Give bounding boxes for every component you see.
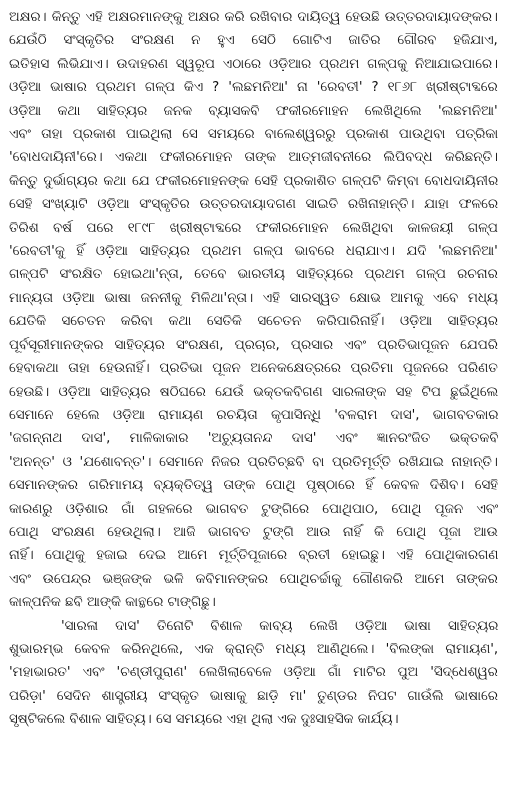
text-line: 'ବୋଧଦାୟିନୀ'ରେ। ଏକଥା ଫକୀରମୋହନ ତାଙ୍କ ଆତ୍ମଜୀବନୀରେ ଲିପିବଦ୍ଧ କରିଛନ୍ତି।: [9, 150, 498, 166]
text-line: 'ଅନନ୍ତ' ଓ 'ଯଶୋବନ୍ତ'। ସେମାନେ ନିଜର ପ୍ରତିଚ୍ଛବି ବା ପ୍ରତିମୂର୍ତ୍ତି ରଖିଯାଇ ନାହାନ୍ତି।: [9, 454, 498, 470]
text-line: ତିରିଶ ବର୍ଷ ପରେ ୧୮୯୮ ଖ୍ରୀଷ୍ଟାବ୍ଦରେ ଫକୀରମୋହନ ଲେଖିଥିବା କାଳଜୟୀ ଗଳ୍ପ: [9, 220, 498, 236]
text-line: 'ସାରଳା ଦାସ' ତିନୋଟି ବିଶାଳ କାବ୍ୟ ଲେଖି ଓଡ଼ିଆ ଭାଷା ସାହିତ୍ୟର: [61, 618, 498, 634]
text-line: ହେବାକଥା ତାହା ହେଉନାହିଁ। ପ୍ରତିଭା ପୂଜନ ଅନେକକ୍ଷେତ୍ରରେ ପ୍ରତିମା ପୂଜନରେ ପରିଣତ: [9, 361, 498, 377]
paragraph: [9, 615, 498, 732]
text-line: ଅକ୍ଷର। କିନ୍ତୁ ଏହି ଅକ୍ଷରମାନଙ୍କୁ ଅକ୍ଷର କରି ରଖିବାର ଦାୟିତ୍ୱ ହେଉଛି ଉତ୍ତରଦାୟାଦଙ୍କର।: [9, 10, 498, 25]
text-line: ଓଡ଼ିଆ କଥା ସାହିତ୍ୟର ଜନକ ବ୍ୟାସକବି ଫକୀରମୋହନ ଲେଖିଥିଲେ 'ଲଛମନିଆ': [9, 103, 498, 119]
paragraph: [9, 6, 498, 615]
text-line: 'ମହାଭାରତ' ଏବଂ 'ଚଣ୍ଡୀପୁରାଣ' ଲେଖିଲାବେଳେ ଓଡ଼ିଆ ଗାଁ ମାଟିର ପୁଅ 'ସିଦ୍ଧେଶ୍ୱର: [9, 665, 498, 681]
text-line: ଏବଂ ତାହା ପ୍ରକାଶ ପାଇଥିଲା ସେ ସମୟରେ ବାଲେଶ୍ୱରରୁ ପ୍ରକାଶ ପାଉଥିବା ପତ୍ରିକା: [9, 127, 498, 143]
text-line: ନାହିଁ। ପୋଥିକୁ ହଜାଇ ଦେଇ ଆମେ ମୂର୍ତ୍ତିପୂଜାରେ ବ୍ରତୀ ହୋଇଛୁ। ଏହି ପୋଥିକାରଗଣ: [9, 548, 498, 564]
text-line: ଓଡ଼ିଆ ଭାଷାର ପ୍ରଥମ ଗଳ୍ପ କିଏ ? 'ଲଛମନିଆ' ନା 'ରେବତୀ' ? ୧୮୬୮ ଖ୍ରୀଷ୍ଟାବ୍ଦରେ: [9, 80, 498, 96]
text-line: ଯେଉଁଠି ସଂସ୍କୃତିର ସଂରକ୍ଷଣ ନ ହୁଏ ସେଠି ଗୋଟିଏ ଜାତିର ଗୌରବ ହଜିଯାଏ,: [9, 33, 498, 49]
text-line: ପରିଡ଼ା' ସେଦିନ ଶାସ୍ତ୍ରୀୟ ସଂସ୍କୃତ ଭାଷାକୁ ଛାଡ଼ି ମା' ତୁଣ୍ଡର ନିପଟ ଗାଉଁଲି ଭାଷାରେ: [9, 688, 498, 704]
text-line: ଗଳ୍ପଟି ସଂରକ୍ଷିତ ହୋଇଥା'ନ୍ତା, ତେବେ ଭାରତୀୟ ସାହିତ୍ୟରେ ପ୍ରଥମ ଗଳ୍ପ ରଚନାର: [9, 267, 498, 283]
text-line: କିନ୍ତୁ ଦୁର୍ଭାଗ୍ୟର କଥା ଯେ ଫକୀରମୋହନଙ୍କ ସେହି ପ୍ରକାଶିତ ଗଳ୍ପଟି କିମ୍ବା ବୋଧଦାୟିନୀର: [9, 173, 498, 189]
text-line: ଏବଂ ଉପେନ୍ଦ୍ର ଭଞ୍ଜଙ୍କ ଭଳି କବିମାନଙ୍କର ପୋଥିଚର୍ଚ୍ଚାକୁ ଗୌଣକରି ଆମେ ତାଙ୍କର: [9, 571, 498, 587]
text-line: 'ରେବତୀ'କୁ ହିଁ ଓଡ଼ିଆ ସାହିତ୍ୟର ପ୍ରଥମ ଗଳ୍ପ ଭାବରେ ଧରାଯାଏ। ଯଦି 'ଲଛମନିଆ': [9, 244, 498, 260]
text-line: ଶୁଭାରମ୍ଭ କେବଳ କରିନଥିଲେ, ଏକ କ୍ରାନ୍ତି ମଧ୍ୟ ଆଣିଥିଲେ। 'ବିଲଙ୍କା ରାମାୟଣ',: [9, 641, 498, 657]
text-line: ହେଉଛି। ଓଡ଼ିଆ ସାହିତ୍ୟର ଷଠିଘରେ ଯେଉଁ ଭକ୍ତକବିଗଣ ସାରଳାଙ୍କ ସହ ଟିପ ଛୁଇଁଥିଲେ: [9, 384, 498, 400]
text-line: ପୋଥି ସଂରକ୍ଷଣ ହେଉଥିଲା। ଆଜି ଭାଗବତ ଟୁଙ୍ଗି ଆଉ ନାହିଁ କି ପୋଥି ପୂଜା ଆଉ: [9, 524, 498, 540]
text-line: ସେମାନଙ୍କର ଗରିମାମୟ ବ୍ୟକ୍ତିତ୍ୱ ତାଙ୍କ ପୋଥି ପୃଷ୍ଠାରେ ହିଁ କେବଳ ଦିଶିବ। ସେହି: [9, 478, 498, 494]
text-line: କାରଣରୁ ଓଡ଼ିଶାର ଗାଁ ଗହଳରେ ଭାଗବତ ଟୁଙ୍ଗିରେ ପୋଥିପାଠ, ପୋଥି ପୂଜନ ଏବଂ: [9, 501, 498, 517]
text-line: ମାନ୍ୟତା ଓଡ଼ିଆ ଭାଷା ଜନନୀକୁ ମିଳିଥା'ନ୍ତା। ଏହି ସାରସ୍ୱତ କ୍ଷୋଭ ଆମକୁ ଏବେ ମଧ୍ୟ: [9, 290, 498, 306]
text-line: ସେହି ସଂଖ୍ୟାଟି ଓଡ଼ିଆ ସଂସ୍କୃତିର ଉତ୍ତରଦାୟାଦଗଣ ସାଇତି ରଖିନାହାନ୍ତି। ଯାହା ଫଳରେ: [9, 197, 498, 213]
text-line: ସୃଷ୍ଟିକଲେ ବିଶାଳ ସାହିତ୍ୟ। ସେ ସମୟରେ ଏହା ଥିଲା ଏକ ଦୁଃସାହସିକ କାର୍ଯ୍ୟ।: [9, 712, 399, 728]
text-line: 'ଜଗନ୍ନାଥ ଦାସ', ମାଳିକାକାର 'ଅଚ୍ୟୁତାନନ୍ଦ ଦାସ' ଏବଂ ଜ୍ଞାନରଂଜିତ ଭକ୍ତକବି: [9, 431, 498, 447]
text-line: କାଳ୍ପନିକ ଛବି ଆଙ୍କି କାନ୍ଥରେ ଟାଙ୍ଗିଛୁ।: [9, 595, 216, 611]
text-line: ସେମାନେ ହେଲେ ଓଡ଼ିଆ ରାମାୟଣ ରଚୟିତା କୃପାସିନ୍ଧି 'ବଳରାମ ଦାସ', ଭାଗବତକାର: [9, 407, 498, 423]
text-line: ଇତିହାସ ଲିଭିଯାଏ। ଉଦାହରଣ ସ୍ୱରୂପ ଏଠାରେ ଓଡ଼ିଆର ପ୍ରଥମ ଗଳ୍ପକୁ ନିଆଯାଇପାରେ।: [9, 56, 498, 72]
text-line: ଯେତିକି ସଚେତନ କରିବା କଥା ସେତିକି ସଚେତନ କରିପାରିନାହିଁ। ଓଡ଼ିଆ ସାହିତ୍ୟର: [9, 314, 498, 330]
text-line: ପୂର୍ବସୂରୀମାନଙ୍କର ସାହିତ୍ୟର ସଂରକ୍ଷଣ, ପ୍ରଚାର, ପ୍ରସାର ଏବଂ ପ୍ରତିଭାପୂଜନ ଯେପରି: [9, 337, 498, 353]
